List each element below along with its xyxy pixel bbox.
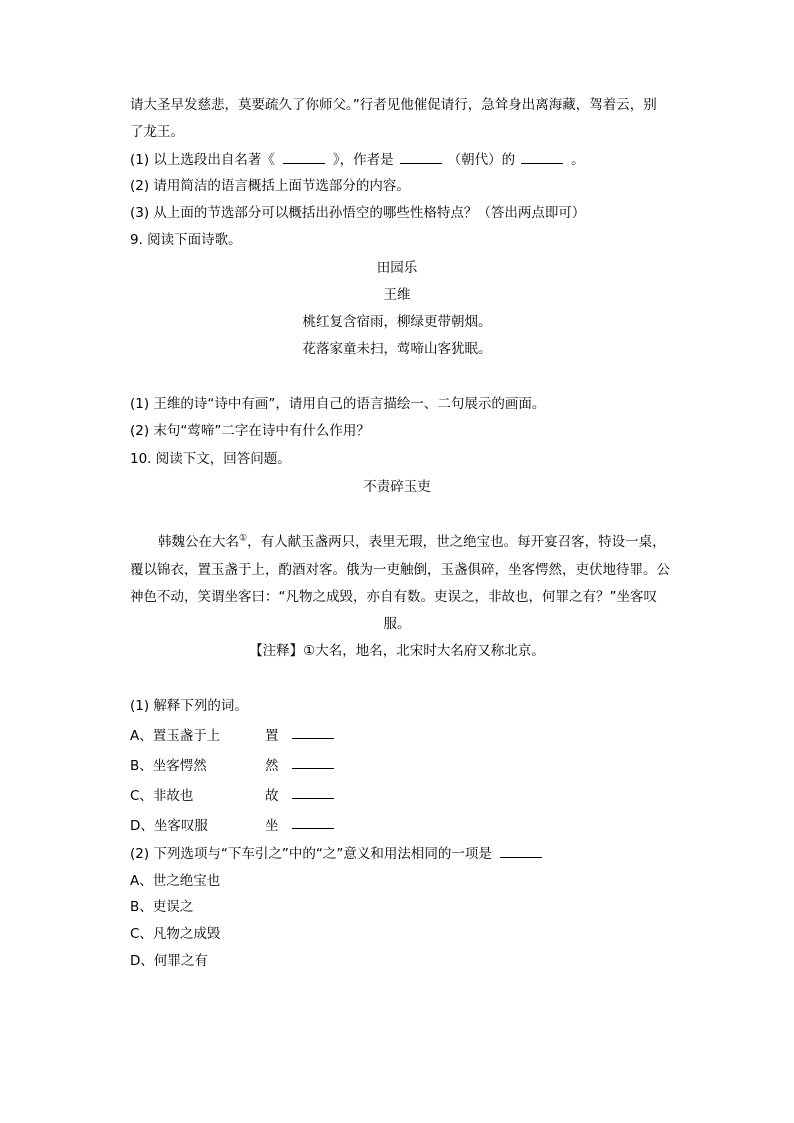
passage-line: 覆以锦衣，置玉盏于上，酌酒对客。俄为一吏触倒，玉盏俱碎，坐客愕然，吏伏地待罪。公 — [130, 562, 670, 578]
q8-sub2: (2) 请用简洁的语言概括上面节选部分的内容。 — [130, 178, 410, 194]
passage-title: 不责碎玉吏 — [363, 479, 431, 495]
answer-blank — [292, 738, 334, 739]
answer-blank — [521, 149, 563, 164]
vocab-word: 然 — [265, 758, 279, 774]
q8-sub1-mid2: （朝代）的 — [447, 152, 516, 168]
q10-sub2-label — [130, 843, 542, 864]
vocab-option: B、坐客愕然 — [130, 758, 207, 774]
q9-sub1: (1) 王维的诗“诗中有画”，请用自己的语言描绘一、二句展示的画面。 — [130, 396, 546, 412]
passage-line: 请大圣早发慈悲，莫要疏久了你师父。”行者见他催促请行，急耸身出离海藏，驾着云，别 — [130, 97, 657, 113]
vocab-option: D、坐客叹服 — [130, 818, 208, 834]
passage-text: 韩魏公在大名 — [158, 534, 239, 550]
vocab-word: 坐 — [265, 818, 279, 834]
answer-blank — [292, 828, 334, 829]
passage-line — [158, 532, 666, 552]
answer-blank — [283, 149, 325, 164]
footnote: 【注释】①大名，地名，北宋时大名府又称北京。 — [249, 643, 545, 659]
passage-text: ，有人献玉盏两只，表里无瑕，世之绝宝也。每开宴召客，特设一桌， — [247, 534, 666, 550]
passage-line: 了龙王。 — [130, 124, 184, 140]
choice-option: D、何罪之有 — [130, 953, 208, 969]
answer-blank — [292, 768, 334, 769]
passage-line: 神色不动，笑谓坐客曰：“凡物之成毁，亦自有数。吏误之，非故也，何罪之有？”坐客叹 — [130, 589, 657, 605]
vocab-word: 故 — [265, 788, 279, 804]
poem-line: 花落家童未扫，莺啼山客犹眠。 — [302, 341, 492, 357]
choice-option: A、世之绝宝也 — [130, 873, 221, 889]
answer-blank — [400, 149, 442, 164]
answer-blank — [292, 798, 334, 799]
choice-option: B、吏误之 — [130, 899, 194, 915]
vocab-item — [130, 724, 430, 744]
q10-sub2-text: (2) 下列选项与“下车引之”中的“之”意义和用法相同的一项是 — [130, 846, 492, 862]
q8-sub1-mid1: 》，作者是 — [332, 152, 394, 168]
q8-sub1 — [130, 149, 585, 170]
q9-heading: 9. 阅读下面诗歌。 — [130, 232, 242, 248]
vocab-item — [130, 754, 430, 774]
q8-sub1-prefix: (1) 以上选段出自名著《 — [130, 152, 275, 168]
q8-sub1-end: 。 — [571, 152, 585, 168]
q9-sub2: (2) 末句“莺啼”二字在诗中有什么作用？ — [130, 423, 370, 439]
footnote-mark: ① — [239, 533, 248, 544]
vocab-option: A、置玉盏于上 — [130, 728, 221, 744]
answer-blank — [500, 843, 542, 858]
q8-sub3: (3) 从上面的节选部分可以概括出孙悟空的哪些性格特点？（答出两点即可） — [130, 205, 586, 221]
q10-heading: 10. 阅读下文，回答问题。 — [130, 451, 291, 467]
vocab-word: 置 — [265, 728, 279, 744]
passage-line: 服。 — [383, 616, 411, 632]
q10-sub1-label: (1) 解释下列的词。 — [130, 698, 248, 714]
vocab-option: C、非故也 — [130, 788, 194, 804]
choice-option: C、凡物之成毁 — [130, 926, 221, 942]
vocab-item — [130, 814, 430, 834]
poem-author: 王维 — [383, 287, 411, 303]
poem-title: 田园乐 — [376, 260, 418, 276]
vocab-item — [130, 784, 430, 804]
poem-line: 桃红复含宿雨，柳绿更带朝烟。 — [302, 314, 492, 330]
